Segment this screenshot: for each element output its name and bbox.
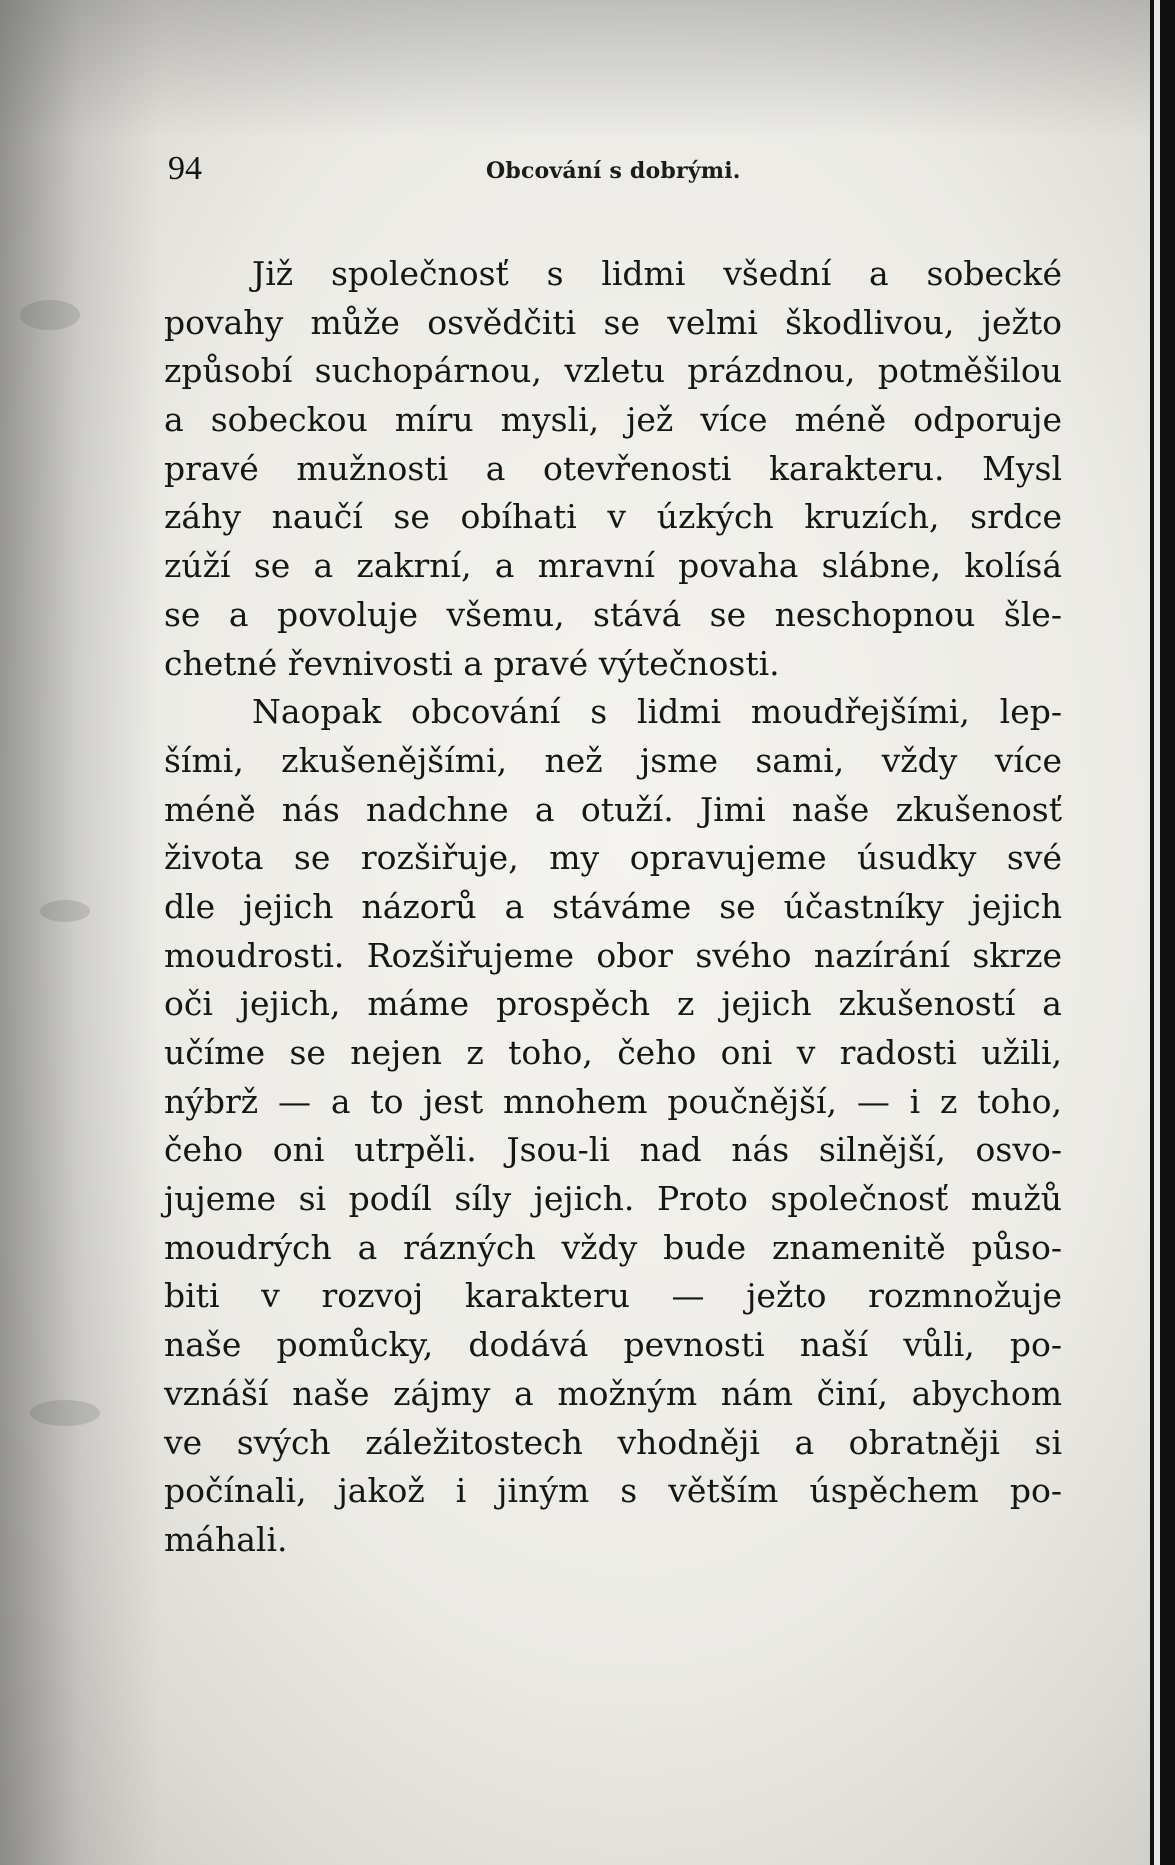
text-line: pravé mužnosti a otevřenosti karakteru. Mysl bbox=[164, 448, 1062, 488]
text-line: šími, zkušenějšími, než jsme sami, vždy více bbox=[164, 740, 1062, 780]
text-line: jujeme si podíl síly jejich. Proto společnosť mužů bbox=[164, 1179, 1062, 1219]
text-line: počínali, jakož i jiným s větším úspěchem po- bbox=[164, 1471, 1062, 1511]
text-line: způsobí suchopárnou, vzletu prázdnou, potměšilou bbox=[164, 351, 1062, 391]
page-edge bbox=[1150, 0, 1175, 1865]
running-head: Obcování s dobrými. bbox=[486, 158, 741, 184]
text-line: Naopak obcování s lidmi moudřejšími, lep- bbox=[252, 692, 1062, 732]
text-line: čeho oni utrpěli. Jsou-li nad nás silnější, osvo- bbox=[164, 1130, 1062, 1170]
text-line: oči jejich, máme prospěch z jejich zkušeností a bbox=[164, 984, 1062, 1024]
text-line: biti v rozvoj karakteru — ježto rozmnožuje bbox=[164, 1276, 1062, 1316]
text-line: moudrých a rázných vždy bude znamenitě půso- bbox=[164, 1227, 1062, 1267]
text-line: záhy naučí se obíhati v úzkých kruzích, srdce bbox=[164, 497, 1062, 537]
page-edge-line bbox=[1154, 0, 1160, 1865]
text-line: života se rozšiřuje, my opravujeme úsudky své bbox=[164, 838, 1062, 878]
text-line: povahy může osvědčiti se velmi škodlivou, ježto bbox=[164, 302, 1062, 342]
body-text bbox=[164, 250, 1062, 1565]
scan-smudge bbox=[40, 900, 90, 922]
text-line: moudrosti. Rozšiřujeme obor svého nazírání skrze bbox=[164, 935, 1062, 975]
text-line: se a povoluje všemu, stává se neschopnou šle- bbox=[164, 594, 1062, 634]
text-line: chetné řevnivosti a pravé výtečnosti. bbox=[164, 643, 780, 683]
text-line: dle jejich názorů a stáváme se účastníky jejich bbox=[164, 886, 1062, 926]
paragraph-1 bbox=[164, 250, 1062, 688]
text-line: Již společnosť s lidmi všední a sobecké bbox=[252, 254, 1062, 293]
scan-smudge bbox=[20, 300, 80, 330]
text-line: zúží se a zakrní, a mravní povaha slábne, kolísá bbox=[164, 546, 1062, 586]
text-line: nýbrž — a to jest mnohem poučnější, — i z toho, bbox=[164, 1081, 1062, 1121]
page-header bbox=[168, 150, 1068, 200]
text-line: ve svých záležitostech vhodněji a obratněji si bbox=[164, 1422, 1062, 1462]
text-line: vznáší naše zájmy a možným nám činí, abychom bbox=[164, 1373, 1062, 1413]
text-line: máhali. bbox=[164, 1519, 288, 1559]
text-line: naše pomůcky, dodává pevnosti naší vůli, po- bbox=[164, 1325, 1062, 1365]
paragraph-2 bbox=[164, 688, 1062, 1564]
page-number: 94 bbox=[168, 150, 202, 187]
text-line: méně nás nadchne a otuží. Jimi naše zkušenosť bbox=[164, 789, 1062, 829]
text-line: a sobeckou míru mysli, jež více méně odporuje bbox=[164, 400, 1062, 440]
text-line: učíme se nejen z toho, čeho oni v radosti užili, bbox=[164, 1033, 1062, 1072]
scan-smudge bbox=[30, 1400, 100, 1426]
